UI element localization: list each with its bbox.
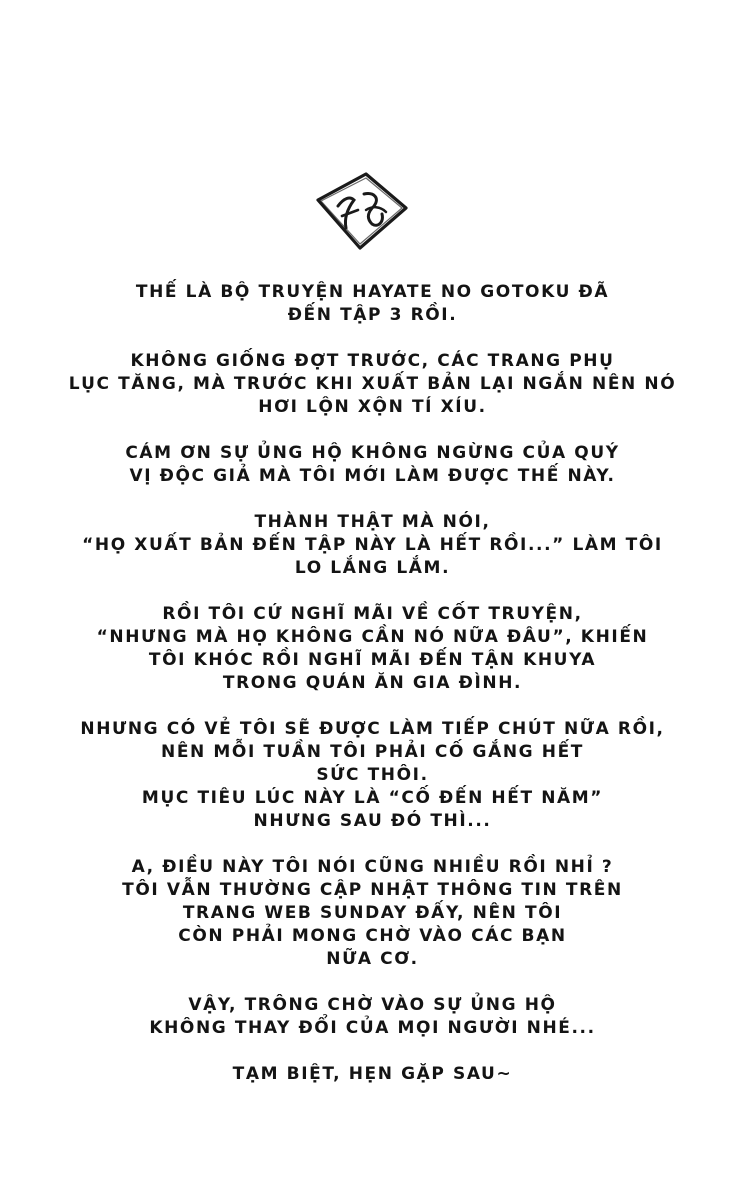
text-line: THÀNH THẬT MÀ NÓI, [254,512,491,532]
text-line: CÒN PHẢI MONG CHỜ VÀO CÁC BẠN [178,926,567,946]
text-line: MỤC TIÊU LÚC NÀY LÀ “CỐ ĐẾN HẾT NĂM” [141,788,604,808]
paragraph-6 [60,718,685,833]
paragraph-1 [60,281,685,327]
text-line: VỊ ĐỘC GIẢ MÀ TÔI MỚI LÀM ĐƯỢC THẾ NÀY. [129,466,616,486]
text-line: LỤC TĂNG, MÀ TRƯỚC KHI XUẤT BẢN LẠI NGẮN NÊN NÓ [68,374,677,394]
text-line: RỒI TÔI CỨ NGHĨ MÃI VỀ CỐT TRUYỆN, [162,604,583,624]
text-line: NÊN MỖI TUẦN TÔI PHẢI CỐ GẮNG HẾT [161,742,584,762]
paragraph-5 [60,603,685,695]
paragraph-7 [60,856,685,971]
text-line: THẾ LÀ BỘ TRUYỆN HAYATE NO GOTOKU ĐÃ [135,282,610,302]
paragraph-8 [60,994,685,1040]
text-line: NỮA CƠ. [326,949,419,969]
text-line: HƠI LỘN XỘN TÍ XÍU. [258,397,487,417]
paragraph-9 [60,1063,685,1086]
text-line: “NHƯNG MÀ HỌ KHÔNG CẦN NÓ NỮA ĐÂU”, KHIẾN [96,627,649,647]
text-line: NHƯNG SAU ĐÓ THÌ... [253,811,492,831]
paragraph-4 [60,511,685,580]
text-line: TÔI VẪN THƯỜNG CẬP NHẬT THÔNG TIN TRÊN [122,880,623,900]
text-line: CÁM ƠN SỰ ỦNG HỘ KHÔNG NGỪNG CỦA QUÝ [125,443,620,463]
text-line: A, ĐIỀU NÀY TÔI NÓI CŨNG NHIỀU RỒI NHỈ ? [131,857,614,877]
text-line: KHÔNG GIỐNG ĐỢT TRƯỚC, CÁC TRANG PHỤ [130,351,615,371]
text-line: TẠM BIỆT, HẸN GẶP SAU~ [232,1064,513,1084]
text-line: TRANG WEB SUNDAY ĐẤY, NÊN TÔI [182,903,563,923]
text-line: TRONG QUÁN ĂN GIA ĐÌNH. [222,673,523,693]
text-line: KHÔNG THAY ĐỔI CỦA MỌI NGƯỜI NHÉ... [149,1018,596,1038]
text-line: TÔI KHÓC RỒI NGHĨ MÃI ĐẾN TẬN KHUYA [148,650,597,670]
text-line: SỨC THÔI. [316,765,429,785]
paragraph-3 [60,442,685,488]
text-line: VẬY, TRÔNG CHỜ VÀO SỰ ỦNG HỘ [188,995,557,1015]
text-line: “HỌ XUẤT BẢN ĐẾN TẬP NÀY LÀ HẾT RỒI...” LÀM TÔI [82,535,663,555]
text-line: ĐẾN TẬP 3 RỒI. [287,305,458,325]
text-line: NHƯNG CÓ VẺ TÔI SẼ ĐƯỢC LÀM TIẾP CHÚT NỮA RỒI, [80,719,665,739]
paragraph-2 [60,350,685,419]
stamp-seal-icon [308,170,412,252]
afterword-text [60,281,685,1086]
text-line: LO LẮNG LẮM. [294,558,451,578]
